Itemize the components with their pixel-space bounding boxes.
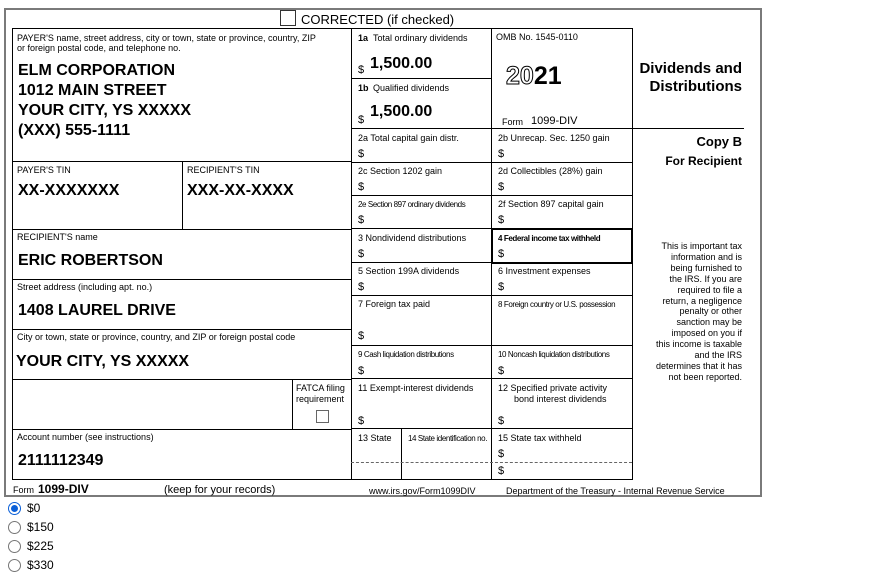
tax-year-outline: 20 bbox=[506, 62, 534, 90]
box-2a-label: 2a Total capital gain distr. bbox=[358, 133, 459, 143]
box-3-label: 3 Nondividend distributions bbox=[358, 233, 467, 243]
radio-icon[interactable] bbox=[8, 559, 21, 572]
recipient-name-label: RECIPIENT'S name bbox=[17, 232, 98, 242]
recipient-tin: XXX-XX-XXXX bbox=[187, 182, 294, 199]
box-5-label: 5 Section 199A dividends bbox=[358, 266, 460, 276]
box-1b-value: 1,500.00 bbox=[370, 103, 433, 120]
payer-tin: XX-XXXXXXX bbox=[18, 182, 120, 199]
box-12-label: 12 Specified private activity bbox=[498, 383, 608, 393]
box-14-label: 14 State identification no. bbox=[408, 434, 488, 443]
box-1b-label: Qualified dividends bbox=[373, 83, 450, 93]
box-9-dollar: $ bbox=[358, 365, 365, 377]
tax-year-bold: 21 bbox=[533, 62, 562, 90]
radio-icon[interactable] bbox=[8, 521, 21, 534]
payer-label-2: or foreign postal code, and telephone no. bbox=[17, 43, 181, 53]
account-number: 2111112349 bbox=[18, 452, 104, 469]
recipient-street: 1408 LAUREL DRIVE bbox=[18, 302, 176, 319]
payer-city: YOUR CITY, YS XXXXX bbox=[18, 102, 192, 119]
box-13-label: 13 State bbox=[358, 433, 392, 443]
fatca-label-2: requirement bbox=[296, 394, 345, 404]
box-1b-num: 1b bbox=[358, 83, 369, 93]
footer-keep-records: (keep for your records) bbox=[164, 484, 276, 496]
box-15-dollar-2: $ bbox=[498, 465, 505, 477]
fatca-checkbox bbox=[316, 410, 329, 423]
box-2b-label: 2b Unrecap. Sec. 1250 gain bbox=[498, 133, 610, 143]
footer-irs-url: www.irs.gov/Form1099DIV bbox=[369, 486, 476, 496]
for-recipient-label: For Recipient bbox=[665, 154, 742, 168]
city-label: City or town, state or province, country, and ZIP or foreign postal code bbox=[17, 332, 296, 342]
box-11-label: 11 Exempt-interest dividends bbox=[358, 383, 474, 393]
footer-form-word: Form bbox=[13, 485, 34, 495]
box-4-dollar: $ bbox=[498, 248, 505, 260]
footer-department: Department of the Treasury - Internal Revenue Service bbox=[506, 486, 725, 496]
box-2a-dollar: $ bbox=[358, 148, 365, 160]
fatca-label: FATCA filing bbox=[296, 383, 345, 393]
box-2d-dollar: $ bbox=[498, 181, 505, 193]
box-1a-dollar: $ bbox=[358, 64, 365, 76]
payer-name: ELM CORPORATION bbox=[18, 62, 176, 79]
form-title-2: Distributions bbox=[649, 78, 742, 95]
box-2c-dollar: $ bbox=[358, 181, 365, 193]
answer-option[interactable] bbox=[8, 538, 54, 554]
box-1b-dollar: $ bbox=[358, 114, 365, 126]
footer-form-name: 1099-DIV bbox=[38, 482, 89, 496]
payer-label: PAYER'S name, street address, city or town, state or province, country, ZIP bbox=[17, 33, 316, 43]
box-9-label: 9 Cash liquidation distributions bbox=[358, 350, 454, 359]
payer-phone: (XXX) 555-1111 bbox=[18, 122, 131, 139]
box-15-label: 15 State tax withheld bbox=[498, 433, 582, 443]
box-10-label: 10 Noncash liquidation distributions bbox=[498, 350, 610, 359]
box-2b-dollar: $ bbox=[498, 148, 505, 160]
box-2e-label: 2e Section 897 ordinary dividends bbox=[358, 200, 466, 209]
box-2d-label: 2d Collectibles (28%) gain bbox=[498, 166, 603, 176]
form-word: Form bbox=[502, 117, 523, 127]
box-10-dollar: $ bbox=[498, 365, 505, 377]
box-2e-dollar: $ bbox=[358, 214, 365, 226]
box-4-label: 4 Federal income tax withheld bbox=[498, 234, 601, 243]
form-name-header: 1099-DIV bbox=[531, 115, 578, 127]
recipient-city: YOUR CITY, YS XXXXX bbox=[16, 353, 190, 370]
radio-selected-icon[interactable] bbox=[8, 502, 21, 515]
box-8-label: 8 Foreign country or U.S. possession bbox=[498, 300, 616, 309]
account-label: Account number (see instructions) bbox=[17, 432, 154, 442]
answer-option-label: $0 bbox=[27, 501, 41, 515]
box-1a-value: 1,500.00 bbox=[370, 55, 433, 72]
recipient-name: ERIC ROBERTSON bbox=[18, 252, 163, 269]
box-2f-label: 2f Section 897 capital gain bbox=[498, 199, 604, 209]
box-1a-label: Total ordinary dividends bbox=[373, 33, 468, 43]
box-1a-num: 1a bbox=[358, 33, 369, 43]
answer-option[interactable] bbox=[8, 519, 54, 535]
answer-option[interactable] bbox=[8, 557, 54, 573]
form-title: Dividends and bbox=[639, 60, 742, 77]
street-label: Street address (including apt. no.) bbox=[17, 282, 153, 292]
omb-number: OMB No. 1545-0110 bbox=[496, 32, 578, 42]
recipient-notice: This is important tax information and is being furnished to the IRS. If you are required to file a return, a negligence penalty or other sanction may be imposed on you if this income is taxable and the IRS determines that it has not been reported. bbox=[655, 241, 742, 382]
tax-year bbox=[506, 62, 562, 90]
box-7-label: 7 Foreign tax paid bbox=[358, 299, 431, 309]
answer-option[interactable] bbox=[8, 500, 40, 516]
box-5-dollar: $ bbox=[358, 281, 365, 293]
box-6-dollar: $ bbox=[498, 281, 505, 293]
copy-b-label: Copy B bbox=[696, 134, 742, 149]
answer-option-label: $225 bbox=[27, 539, 54, 553]
box-7-dollar: $ bbox=[358, 330, 365, 342]
recipient-tin-label: RECIPIENT'S TIN bbox=[187, 165, 260, 175]
answer-option-label: $330 bbox=[27, 558, 54, 572]
box-12-dollar: $ bbox=[498, 415, 505, 427]
box-2f-dollar: $ bbox=[498, 214, 505, 226]
answer-option-label: $150 bbox=[27, 520, 54, 534]
box-11-dollar: $ bbox=[358, 415, 365, 427]
corrected-label: CORRECTED (if checked) bbox=[301, 12, 455, 27]
box-12-label-2: bond interest dividends bbox=[514, 394, 607, 404]
box-15-dollar-1: $ bbox=[498, 448, 505, 460]
box-6-label: 6 Investment expenses bbox=[498, 266, 591, 276]
box-3-dollar: $ bbox=[358, 248, 365, 260]
payer-street: 1012 MAIN STREET bbox=[18, 82, 167, 99]
box-2c-label: 2c Section 1202 gain bbox=[358, 166, 443, 176]
radio-icon[interactable] bbox=[8, 540, 21, 553]
payer-tin-label: PAYER'S TIN bbox=[17, 165, 71, 175]
